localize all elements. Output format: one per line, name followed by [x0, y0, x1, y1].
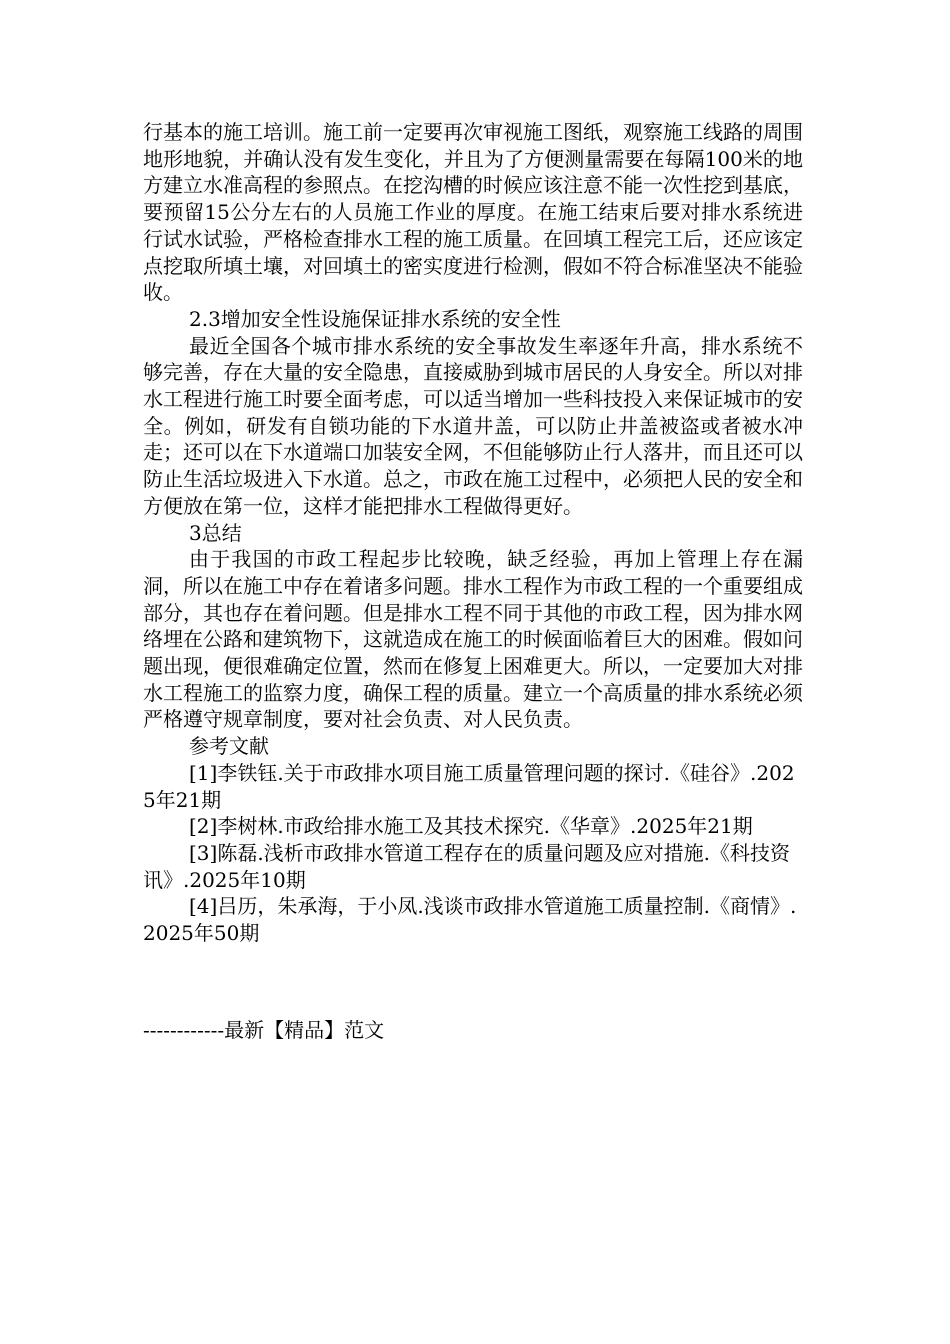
references-heading: 参考文献: [189, 734, 269, 759]
reference-item-4: [4]吕历，朱承海，于小凤.浅谈市政排水管道施工质量控制.《商情》.2025年50期: [143, 894, 797, 946]
paragraph-construction-training: 行基本的施工培训。施工前一定要再次审视施工图纸，观察施工线路的周围地形地貌，并确认没有发生变化，并且为了方便测量需要在每隔100米的地方建立水准高程的参照点。在挖沟槽的时候应该注意不能一次性挖到基底，要预留15公分左右的人员施工作业的厚度。在施工结束后要对排水系统进行试水试验，严格检查排水工程的施工质量。在回填工程完工后，还应该定点挖取所填土壤，对回填土的密实度进行检测，假如不符合标准坚决不能验收。: [143, 120, 803, 305]
reference-item-2: [2]李树林.市政给排水施工及其技术探究.《华章》.2025年21期: [189, 814, 753, 839]
paragraph-summary: 由于我国的市政工程起步比较晚，缺乏经验，再加上管理上存在漏洞，所以在施工中存在着诸多问题。排水工程作为市政工程的一个重要组成部分，其也存在着问题。但是排水工程不同于其他的市政工程，因为排水网络埋在公路和建筑物下，这就造成在施工的时候面临着巨大的困难。假如问题出现，便很难确定位置，然而在修复上困难更大。所以，一定要加大对排水工程施工的监察力度，确保工程的质量。建立一个高质量的排水系统必须严格遵守规章制度，要对社会负责、对人民负责。: [143, 547, 803, 732]
section-heading-summary: 3总结: [189, 520, 242, 545]
footer-tagline: ------------最新【精品】范文: [143, 1018, 385, 1042]
section-heading-2-3: 2.3增加安全性设施保证排水系统的安全性: [189, 306, 561, 331]
reference-item-1: [1]李铁钰.关于市政排水项目施工质量管理问题的探讨.《硅谷》.2025年21期: [143, 760, 795, 812]
reference-item-3: [3]陈磊.浅析市政排水管道工程存在的质量问题及应对措施.《科技资讯》.2025年10期: [143, 840, 791, 892]
paragraph-safety-facilities: 最近全国各个城市排水系统的安全事故发生率逐年升高，排水系统不够完善，存在大量的安全隐患，直接威胁到城市居民的人身安全。所以对排水工程进行施工时要全面考虑，可以适当增加一些科技投入来保证城市的安全。例如，研发有自锁功能的下水道井盖，可以防止井盖被盗或者被水冲走；还可以在下水道端口加装安全网，不但能够防止行人落井，而且还可以防止生活垃圾进入下水道。总之，市政在施工过程中，必须把人民的安全和方便放在第一位，这样才能把排水工程做得更好。: [143, 333, 803, 518]
document-body: [143, 119, 803, 947]
